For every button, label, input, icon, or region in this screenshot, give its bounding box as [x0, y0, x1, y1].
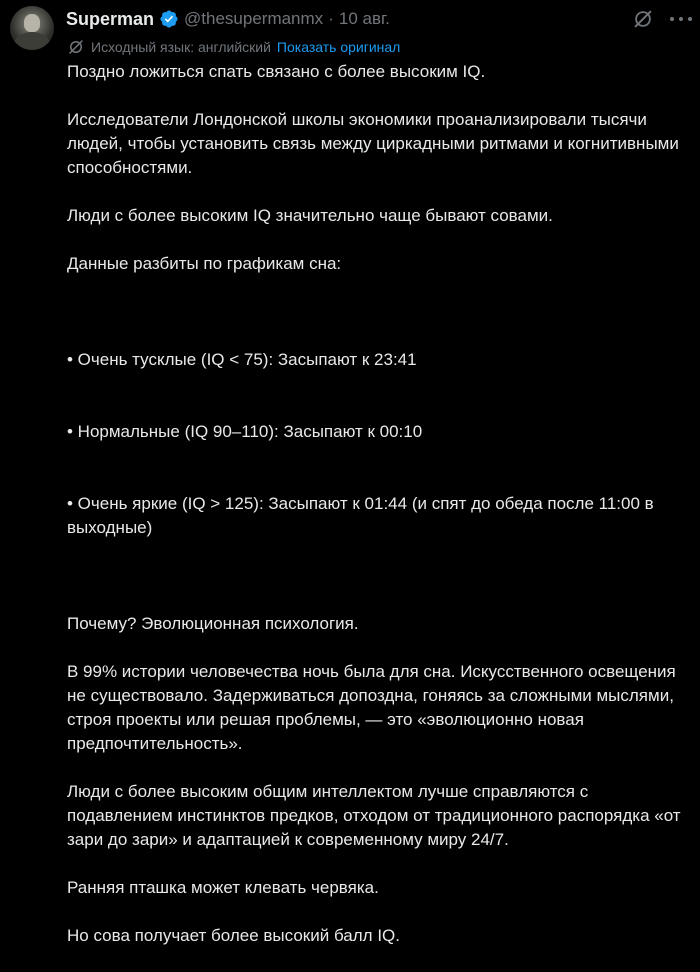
avatar[interactable] — [10, 6, 54, 50]
avatar-shoulders-shape — [14, 32, 50, 50]
more-dot — [688, 17, 692, 21]
tweet-paragraph: Данные разбиты по графикам сна: — [67, 254, 342, 273]
more-dot — [670, 17, 674, 21]
user-handle[interactable]: @thesupermanmx — [184, 9, 324, 28]
more-dot — [679, 17, 683, 21]
translate-icon — [67, 38, 85, 56]
tweet-paragraph: Люди с более высоким IQ значительно чаще бывают совами. — [67, 206, 553, 225]
bullet-item: • Очень тусклые (IQ < 75): Засыпают к 23:41 — [67, 350, 417, 369]
tweet-body — [67, 60, 697, 972]
verified-badge-icon — [159, 9, 179, 29]
show-original-link[interactable]: Показать оригинал — [276, 39, 401, 55]
display-name[interactable]: Superman — [66, 8, 155, 29]
tweet-paragraph: Почему? Эволюционная психология. — [67, 614, 359, 633]
tweet-paragraph: В 99% истории человечества ночь была для сна. Искусственного освещения не существовало. Задерживаться допоздна, гоняясь за сложными мыслями, строя проекты или решая проблемы, — это «эволюционно новая предпочтительность». — [67, 662, 681, 753]
tweet-paragraph: Исследователи Лондонской школы экономики проанализировали тысячи людей, чтобы установить связь между циркадными ритмами и когнитивными способностями. — [67, 110, 684, 177]
bullet-item: • Очень яркие (IQ > 125): Засыпают к 01:44 (и спят до обеда после 11:00 в выходные) — [67, 494, 659, 537]
source-language-text: Исходный язык: английский — [91, 39, 271, 55]
tweet-date[interactable]: 10 авг. — [338, 9, 390, 28]
bullet-list — [67, 300, 697, 588]
tweet-paragraph: Люди с более высоким общим интеллектом лучше справляются с подавлением инстинктов предков, отходом от традиционного распорядка «от зари до зари» и адаптацией к современному миру 24/7. — [67, 782, 686, 849]
tweet-header — [66, 7, 390, 31]
tweet-paragraph: Но сова получает более высокий балл IQ. — [67, 926, 400, 945]
separator-dot: · — [328, 9, 334, 28]
tweet-paragraph: Поздно ложиться спать связано с более высоким IQ. — [67, 62, 486, 81]
more-icon[interactable] — [670, 8, 692, 30]
avatar-head-shape — [24, 14, 40, 32]
tweet-paragraph: Ранняя пташка может клевать червяка. — [67, 878, 379, 897]
grok-icon[interactable] — [632, 8, 654, 30]
bullet-item: • Нормальные (IQ 90–110): Засыпают к 00:10 — [67, 422, 423, 441]
translation-row — [67, 37, 400, 57]
